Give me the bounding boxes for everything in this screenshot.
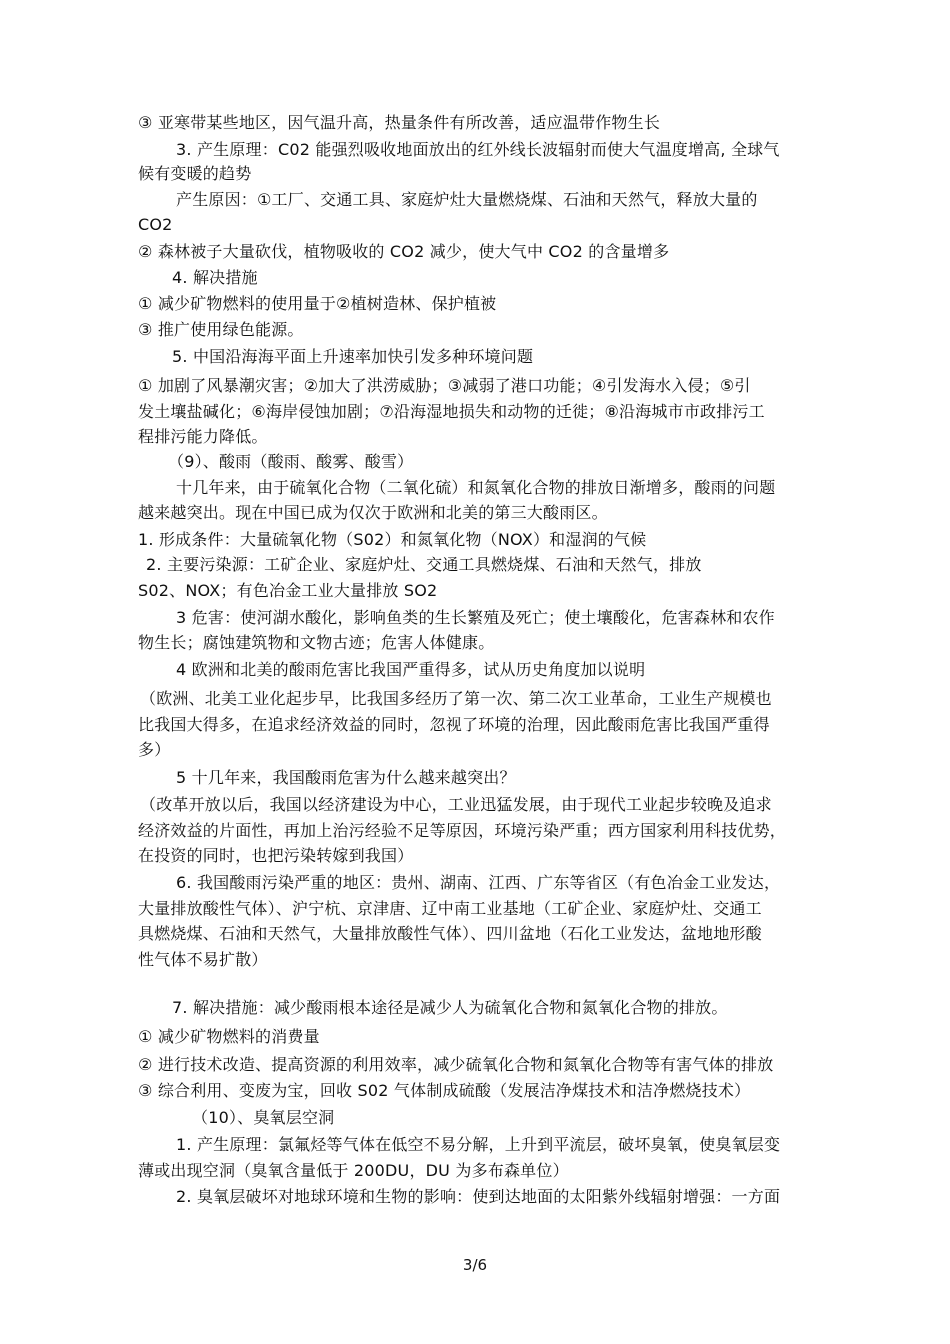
text-line: 越来越突出。现在中国已成为仅次于欧洲和北美的第三大酸雨区。 (138, 503, 608, 522)
text-line: 比我国大得多，在追求经济效益的同时，忽视了环境的治理，因此酸雨危害比我国严重得 (138, 715, 770, 734)
text-line: 十几年来，由于硫氧化合物（二氧化硫）和氮氧化合物的排放日渐增多，酸雨的问题 (176, 478, 776, 497)
text-line: 程排污能力降低。 (138, 427, 268, 446)
text-line: 5 十几年来，我国酸雨危害为什么越来越突出？ (176, 768, 516, 787)
text-line: 性气体不易扩散） (138, 950, 268, 969)
text-line: ① 加剧了风暴潮灾害；②加大了洪涝威胁；③减弱了港口功能；④引发海水入侵；⑤引 (138, 376, 751, 395)
text-line: （欧洲、北美工业化起步早，比我国多经历了第一次、第二次工业革命，工业生产规模也 (140, 689, 772, 708)
text-line: 2. 主要污染源：工矿企业、家庭炉灶、交通工具燃烧煤、石油和天然气，排放 (146, 555, 702, 574)
text-line: CO2 (138, 215, 173, 234)
text-line: 7. 解决措施：减少酸雨根本途径是减少人为硫氧化合物和氮氧化合物的排放。 (172, 998, 728, 1017)
text-line: ① 减少矿物燃料的使用量于②植树造林、保护植被 (138, 294, 497, 313)
text-line: S02、NOX；有色冶金工业大量排放 SO2 (138, 581, 438, 600)
text-line: 3. 产生原理：C02 能强烈吸收地面放出的红外线长波辐射而使大气温度增高, 全球气 (176, 140, 780, 159)
text-line: 2. 臭氧层破坏对地球环境和生物的影响：使到达地面的太阳紫外线辐射增强：一方面 (176, 1187, 781, 1206)
text-line: ② 森林被子大量砍伐，植物吸收的 CO2 减少，使大气中 CO2 的含量增多 (138, 242, 670, 261)
page-number: 3/6 (462, 1256, 488, 1274)
text-line: 6. 我国酸雨污染严重的地区：贵州、湖南、江西、广东等省区（有色冶金工业发达， (176, 873, 781, 892)
section-heading: （9）、酸雨（酸雨、酸雾、酸雪） (168, 452, 414, 471)
text-line: 经济效益的片面性，再加上治污经验不足等原因，环境污染严重；西方国家利用科技优势， (138, 821, 787, 840)
text-line: 多） (138, 740, 171, 759)
text-line: 薄或出现空洞（臭氧含量低于 200DU，DU 为多布森单位） (138, 1161, 569, 1180)
text-line: 4 欧洲和北美的酸雨危害比我国严重得多，试从历史角度加以说明 (176, 660, 646, 679)
text-line: 1. 产生原理：氯氟烃等气体在低空不易分解，上升到平流层，破坏臭氧，使臭氧层变 (176, 1135, 781, 1154)
text-line: （改革开放以后，我国以经济建设为中心，工业迅猛发展，由于现代工业起步较晚及追求 (140, 795, 772, 814)
text-line: 物生长；腐蚀建筑物和文物古迹；危害人体健康。 (138, 633, 495, 652)
text-line: 产生原因：①工厂、交通工具、家庭炉灶大量燃烧煤、石油和天然气，释放大量的 (176, 190, 758, 209)
text-line: ② 进行技术改造、提高资源的利用效率，减少硫氧化合物和氮氧化合物等有害气体的排放 (138, 1055, 774, 1074)
text-line: ① 减少矿物燃料的消费量 (138, 1027, 320, 1046)
text-line: 5. 中国沿海海平面上升速率加快引发多种环境问题 (172, 347, 534, 366)
text-line: ③ 推广使用绿色能源。 (138, 320, 304, 339)
section-heading: （10）、臭氧层空洞 (192, 1108, 335, 1127)
text-line: 发土壤盐碱化；⑥海岸侵蚀加剧；⑦沿海湿地损失和动物的迁徙；⑧沿海城市市政排污工 (138, 402, 765, 421)
text-line: ③ 亚寒带某些地区，因气温升高，热量条件有所改善，适应温带作物生长 (138, 113, 661, 132)
text-line: 3 危害：使河湖水酸化，影响鱼类的生长繁殖及死亡；使土壤酸化，危害森林和农作 (176, 608, 775, 627)
text-line: 大量排放酸性气体）、沪宁杭、京津唐、辽中南工业基地（工矿企业、家庭炉灶、交通工 (138, 899, 762, 918)
text-line: 具燃烧煤、石油和天然气，大量排放酸性气体）、四川盆地（石化工业发达，盆地地形酸 (138, 924, 762, 943)
text-line: 4. 解决措施 (172, 268, 258, 287)
text-line: 候有变暖的趋势 (138, 164, 252, 183)
text-line: 在投资的同时，也把污染转嫁到我国） (138, 846, 414, 865)
text-line: 1. 形成条件：大量硫氧化物（S02）和氮氧化物（NOX）和湿润的气候 (138, 530, 647, 549)
text-line: ③ 综合利用、变废为宝，回收 S02 气体制成硫酸（发展洁净煤技术和洁净燃烧技术） (138, 1081, 751, 1100)
